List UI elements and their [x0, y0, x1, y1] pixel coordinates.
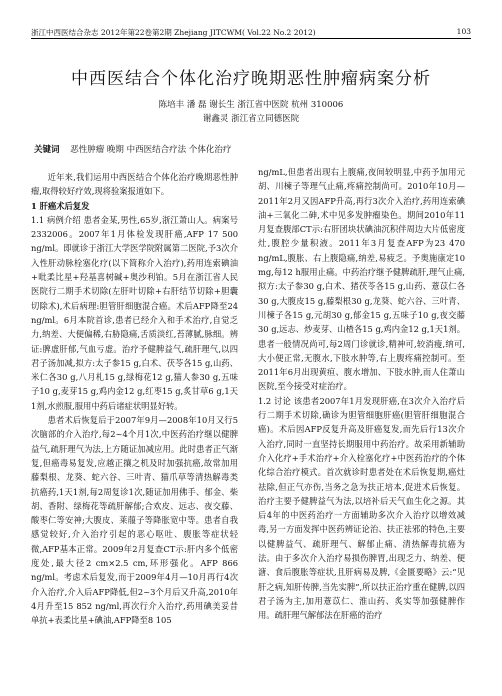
- keywords-label: 关键词: [34, 145, 60, 155]
- section-heading: 1 肝癌术后复发: [31, 200, 90, 211]
- article-title: 中西医结合个体化治疗晚期恶性肿瘤病案分析: [71, 69, 431, 89]
- author-block: [0, 98, 502, 126]
- paragraph: 1.2 讨论 该患者2007年1月发现肝癌,在3次介入治疗后行二期手术切除,确诊为胆管细胞肝癌(胆管肝细胞混合癌)。术后因AFP反复升高及肝癌复发,而先后行13次介入治疗,同时一直坚持长期服用中药治疗。故采用新辅助介入化疗+手术治疗+介入栓塞化疗+中医药治疗的个体化综合治疗模式。首次就诊时患者处在术后恢复期,癌灶祛除,但正气亦伤,当务之急为扶正培本,促进术后恢复。治疗主要予健脾益气为法,以培补后天气血生化之源。其后4年的中医药治疗一方面辅助多次介入治疗以增效减毒,另一方面发挥中医药辨证论治、扶正祛邪的特色,主要以健脾益气、疏肝理气、解郁止痛、清热解毒抗癌为法。由于多次介入治疗易损伤脾胃,出现乏力、纳差、便溏、食后腹胀等症状,且肝病易及脾,《金匮要略》云:“见肝之病,知肝传脾,当先实脾”,所以扶正治疗重在健脾,以四君子汤为主,加用薏苡仁、淮山药、炙实等加强健脾作用。疏肝理气解郁法在肝癌的治疗: [258, 395, 465, 621]
- left-column: [31, 170, 238, 628]
- running-header: [31, 24, 471, 39]
- paragraph: ng/mL,但患者出现右上腹痛,夜间较明显,中药予加用元胡、川楝子等理气止痛,疼痛控制尚可。2010年10月—2011年2月又因AFP升高,再行3次介入治疗,药用连索碘油+三氧化二砷,术中见多发肿瘤染色。期间2010年11月复查腹部CT示:右肝团块状碘油沉积伴周边大片低密度灶,腹腔少量积液。2011年3月复查AFP为23 470 ng/mL,腹胀、右上腹隐痛,纳差,易疲乏。予奥施康定10 mg,每12 h服用止痛。中药治疗继予健脾疏肝,理气止痛,拟方:太子参30 g,白术、猪茯苓各15 g,山药、薏苡仁各30 g,大腹皮15 g,藤梨根30 g,龙葵、蛇六谷、三叶青、川楝子各15 g,元胡30 g,郁金15 g,五味子10 g,夜交藤30 g,远志、炒麦芽、山楂各15 g,鸡内金12 g,1天1剂。患者一般情况尚可,每2周门诊就诊,精神可,较消瘦,纳可,大小便正常,无腹水,下肢水肿等,右上腹疼痛控制可。至2011年6月出现黄疸、腹水增加、下肢水肿,而人住萧山医院,至今接受对症治疗。: [258, 167, 465, 392]
- paragraph: 近年来,我们运用中西医结合个体化治疗晚期恶性肿瘤,取得较好疗效,现将验案报道如下。: [31, 172, 238, 197]
- keywords: [34, 143, 474, 155]
- page-number: 103: [456, 27, 471, 36]
- author-line-1: 陈培丰 潘 磊 谢长生 浙江省中医院 杭州 310006: [158, 100, 344, 110]
- keywords-text: 恶性肿瘤 晚期 中西医结合疗法 个体化治疗: [70, 145, 232, 155]
- paragraph: 1.1 病例介绍 患者金某,男性,65岁,浙江萧山人。病案号2332006。2007年1月体检发现肝癌,AFP 17 500 ng/ml。即就诊于浙江大学医学院附属第二医院,予3次介入性肝动脉栓塞化疗(以下简称介入治疗),药用连索碘油+吡柔比星+羟基喜树碱+奥沙利铂。5月在浙江省人民医院行二期手术切除(左肝叶切除+右肝结节切除+胆囊切除术),术后病理:胆管肝细胞混合癌。术后AFP降至24 ng/ml。6月本院首诊,患者已经介入和手术治疗,自觉乏力,纳差、大便偏稀,右胁隐痛,舌质淡红,苔薄腻,脉细。辨证:脾虚肝郁,气血亏虚。治疗予健脾益气,疏肝理气,以四君子汤加减,拟方:太子参15 g,白术、茯苓各15 g,山药、米仁各30 g,八月札15 g,绿梅花12 g,猫人参30 g,五味子10 g,麦芽15 g,鸡内金12 g,红枣15 g,炙甘草6 g,1天1剂,水煎服,服用中药后诸症状明显好转。: [31, 214, 238, 411]
- journal-name: 浙江中西医结合杂志 2012年第22卷第2期 Zhejiang JITCWM( Vol.22 No.2 2012): [31, 28, 316, 37]
- right-column: [258, 165, 465, 623]
- paragraph: 患者术后恢复后于2007年9月—2008年10月又行5次脑部的介入治疗,每2~4个月1次,中医药治疗继以健脾益气,疏肝理气为法,上方随证加减应用。此时患者正气渐复,但癌毒易复发,应越正攘之机及时加强抗癌,故常加用藤梨根、龙葵、蛇六谷、三叶青、猫爪草等清热解毒类抗癌药,1天1剂,每2周复诊1次,随证加用佛手、郁金、柴胡、香附、绿梅花等疏肝解郁;合欢皮、远志、夜交藤、酸枣仁等安神;大腹皮、莱菔子等降胀宽中等。患者自我感觉较好,介入治疗引起的恶心呕吐、腹胀等症状轻微,AFP基本正常。2009年2月复查CT示:肝内多个低密度处,最大径2 cm×2.5 cm,环形强化。AFP 866 ng/ml。考虑术后复发,而于2009年4月—10月再行4次介入治疗,介入后AFP降低,但2~3个月后又升高,2010年4月升至15 852 ng/ml,再次行介入治疗,药用碘美妥昔单抗+表柔比星+碘油,AFP降至8 105: [31, 415, 238, 626]
- author-line-2: 谢鑫灵 浙江省立同德医院: [202, 114, 300, 124]
